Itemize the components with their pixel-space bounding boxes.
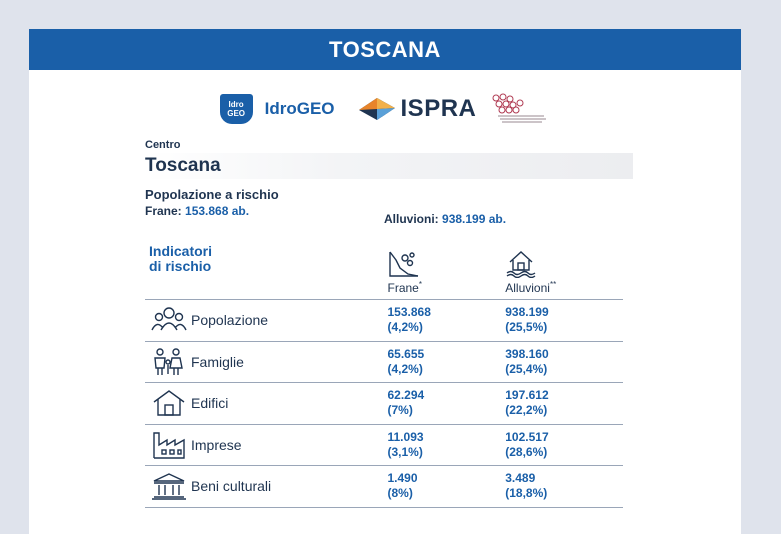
museum-icon (151, 472, 187, 500)
alluvioni-column-header: Alluvioni** (505, 248, 623, 295)
family-icon (151, 348, 187, 376)
banner-title: TOSCANA (329, 36, 441, 62)
infographic-card (29, 29, 741, 534)
alluvioni-value: 938.199 (25,5%) (505, 305, 549, 335)
region-title: Toscana (145, 153, 633, 179)
alluvioni-value: 197.612 (22,2%) (505, 388, 549, 418)
landslide-icon (388, 248, 420, 278)
population-summary (145, 204, 623, 226)
region-kicker: Centro (145, 139, 181, 151)
table-row-popolazione: Popolazione 153.868 (4,2%) 938.199 (25,5%) (145, 300, 623, 342)
ispra-mark-icon (357, 94, 397, 124)
population-title: Popolazione a rischio (145, 187, 279, 202)
table-row-famiglie: Famiglie 65.655 (4,2%) 398.160 (25,4%) (145, 342, 623, 384)
factory-icon (151, 431, 187, 459)
ispra-text: ISPRA (400, 95, 477, 122)
alluvioni-value: 3.489 (18,8%) (505, 471, 548, 501)
house-icon (151, 389, 187, 417)
risk-table (145, 244, 623, 508)
table-row-edifici: Edifici 62.294 (7%) 197.612 (22,2%) (145, 383, 623, 425)
ispra-logo (335, 94, 477, 124)
idrogeo-logo (220, 94, 335, 124)
flood-house-icon (505, 248, 537, 278)
table-row-imprese: Imprese 11.093 (3,1%) 102.517 (28,6%) (145, 425, 623, 467)
region-banner (29, 29, 741, 70)
frane-value: 11.093 (3,1%) (387, 429, 424, 459)
idrogeo-badge-icon: Idro GEO (220, 94, 253, 124)
snpa-logo-icon (488, 92, 550, 126)
idrogeo-text: IdroGEO (264, 99, 335, 118)
frane-value: 153.868 (4,2%) (387, 305, 431, 335)
logo-bar (29, 89, 741, 129)
people-icon (151, 306, 187, 334)
frane-value: 1.490 (8%) (387, 471, 418, 501)
population-alluvioni: Alluvioni: 938.199 ab. (384, 212, 507, 226)
risk-table-header (145, 244, 623, 300)
frane-value: 65.655 (4,2%) (387, 346, 425, 376)
table-row-beni-culturali: Beni culturali 1.490 (8%) 3.489 (18,8%) (145, 466, 623, 508)
population-frane: Frane: 153.868 ab. (145, 204, 250, 218)
content-area (145, 139, 623, 508)
frane-value: 62.294 (7%) (387, 388, 425, 418)
alluvioni-value: 398.160 (25,4%) (505, 346, 549, 376)
alluvioni-value: 102.517 (28,6%) (505, 429, 549, 459)
indicator-header: Indicatori di rischio (149, 243, 213, 274)
frane-column-header: Frane* (388, 248, 506, 295)
